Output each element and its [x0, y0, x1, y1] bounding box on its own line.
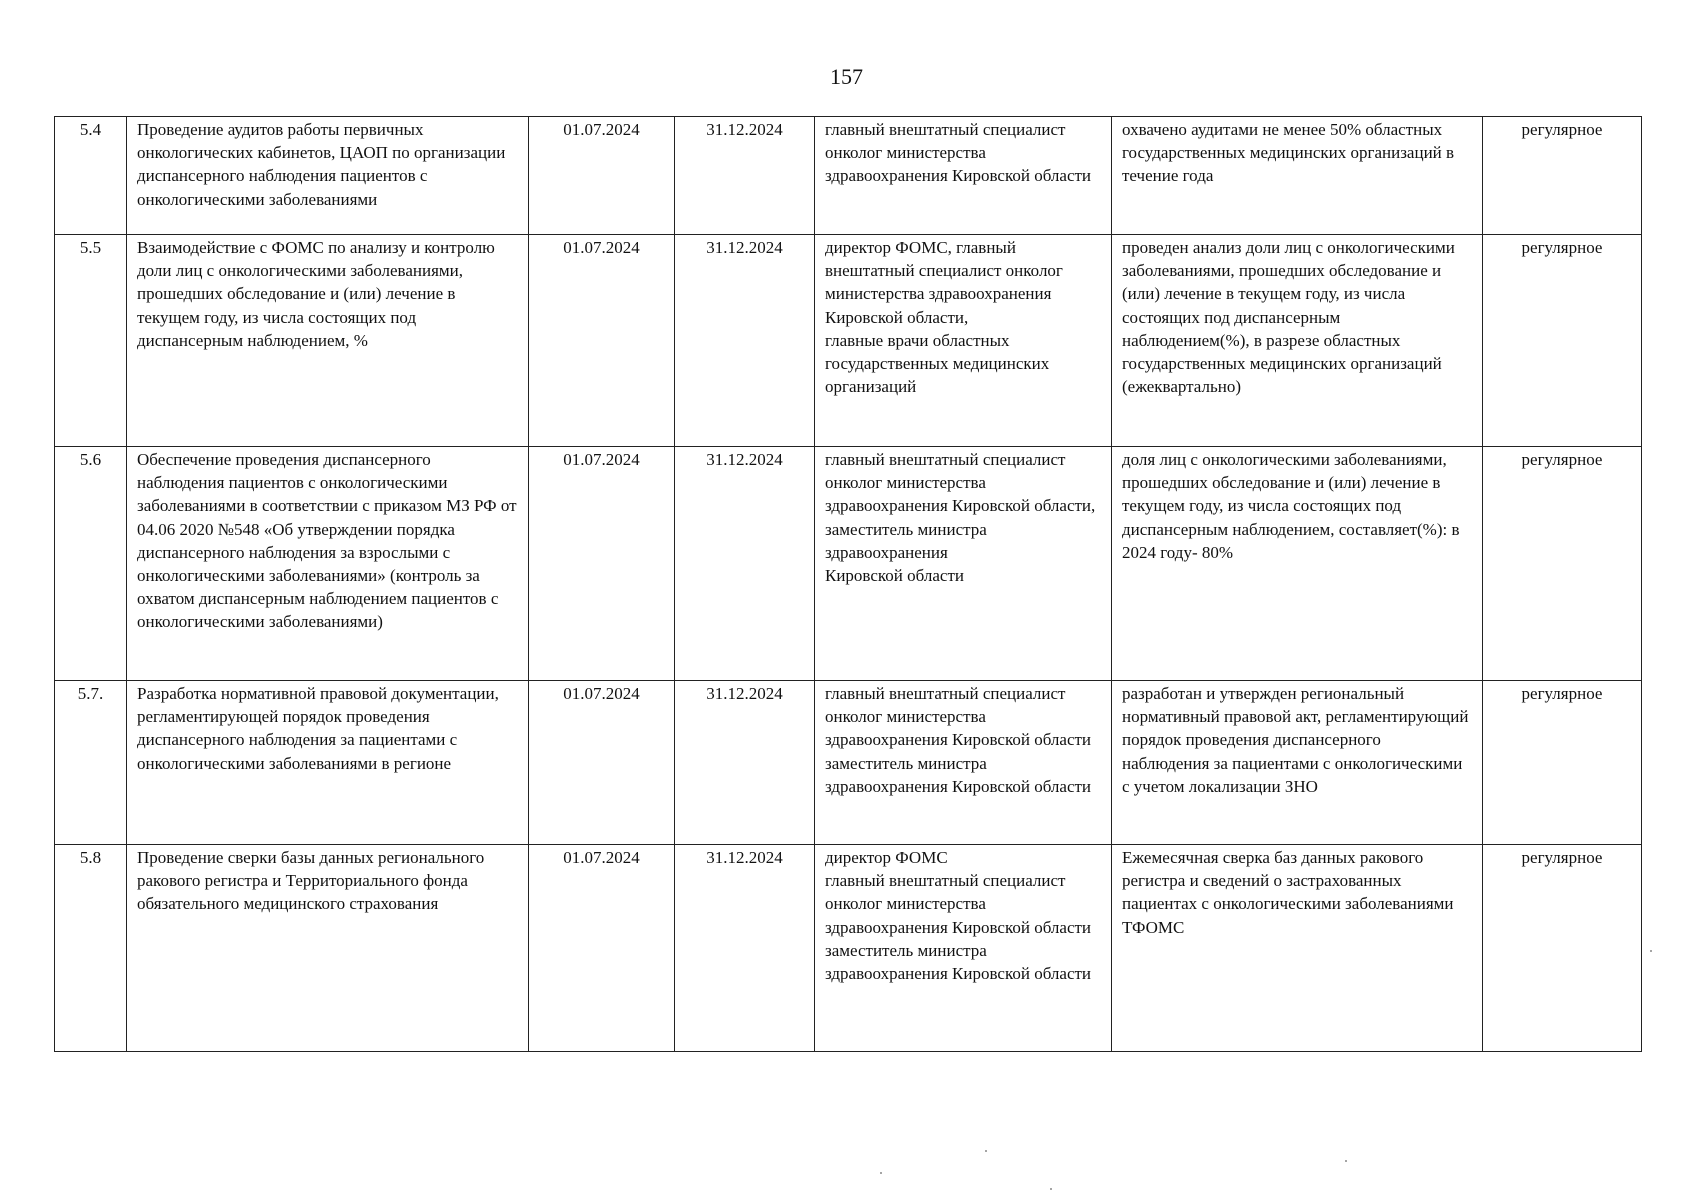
responsible-cell: главный внештатный специалист онколог министерства здравоохранения Кировской области [815, 117, 1112, 235]
scan-speck [1345, 1160, 1347, 1162]
activity-cell: Проведение аудитов работы первичных онкологических кабинетов, ЦАОП по организации диспансерного наблюдения пациентов с онкологическими заболеваниями [127, 117, 529, 235]
row-number: 5.7. [55, 681, 127, 845]
end-date-cell: 31.12.2024 [675, 845, 815, 1052]
start-date-cell: 01.07.2024 [529, 447, 675, 681]
page-number: 157 [830, 64, 863, 89]
responsible-cell: директор ФОМС, главный внештатный специалист онколог министерства здравоохранения Кировской области, главные врачи областных государственных медицинских организаций [815, 235, 1112, 447]
type-cell: регулярное [1483, 235, 1642, 447]
result-cell: Ежемесячная сверка баз данных ракового регистра и сведений о застрахованных пациентах с онкологическими заболеваниями ТФОМС [1112, 845, 1483, 1052]
result-cell: доля лиц с онкологическими заболеваниями, прошедших обследование и (или) лечение в текущем году, из числа состоящих под диспансерным наблюдением, составляет(%): в 2024 году- 80% [1112, 447, 1483, 681]
scan-speck [880, 1172, 882, 1174]
end-date-cell: 31.12.2024 [675, 681, 815, 845]
scan-speck [1050, 1188, 1052, 1190]
start-date-cell: 01.07.2024 [529, 235, 675, 447]
row-number: 5.6 [55, 447, 127, 681]
end-date-cell: 31.12.2024 [675, 235, 815, 447]
result-cell: разработан и утвержден региональный нормативный правовой акт, регламентирующий порядок проведения диспансерного наблюдения за пациентами с онкологическими с учетом локализации ЗНО [1112, 681, 1483, 845]
result-cell: проведен анализ доли лиц с онкологическими заболеваниями, прошедших обследование и (или) лечение в текущем году, из числа состоящих под диспансерным наблюдением(%), в разрезе областных государственных медицинских организаций (ежеквартально) [1112, 235, 1483, 447]
responsible-cell: директор ФОМС главный внештатный специалист онколог министерства здравоохранения Кировской области заместитель министра здравоохранения Кировской области [815, 845, 1112, 1052]
table-row [55, 681, 1642, 845]
table-row [55, 235, 1642, 447]
activity-table [54, 116, 1642, 1052]
row-number: 5.4 [55, 117, 127, 235]
type-cell: регулярное [1483, 117, 1642, 235]
end-date-cell: 31.12.2024 [675, 447, 815, 681]
type-cell: регулярное [1483, 845, 1642, 1052]
row-number: 5.8 [55, 845, 127, 1052]
responsible-cell: главный внештатный специалист онколог министерства здравоохранения Кировской области, заместитель министра здравоохранения Кировской области [815, 447, 1112, 681]
scan-speck [1650, 950, 1652, 952]
table-row [55, 447, 1642, 681]
scan-speck [985, 1150, 987, 1152]
activity-cell: Взаимодействие с ФОМС по анализу и контролю доли лиц с онкологическими заболеваниями, прошедших обследование и (или) лечение в текущем году, из числа состоящих под диспансерным наблюдением, % [127, 235, 529, 447]
type-cell: регулярное [1483, 447, 1642, 681]
responsible-cell: главный внештатный специалист онколог министерства здравоохранения Кировской области заместитель министра здравоохранения Кировской области [815, 681, 1112, 845]
type-cell: регулярное [1483, 681, 1642, 845]
activity-cell: Проведение сверки базы данных регионального ракового регистра и Территориального фонда обязательного медицинского страхования [127, 845, 529, 1052]
end-date-cell: 31.12.2024 [675, 117, 815, 235]
start-date-cell: 01.07.2024 [529, 117, 675, 235]
table-row [55, 117, 1642, 235]
start-date-cell: 01.07.2024 [529, 845, 675, 1052]
row-number: 5.5 [55, 235, 127, 447]
activity-cell: Разработка нормативной правовой документации, регламентирующей порядок проведения диспансерного наблюдения за пациентами с онкологическими заболеваниями в регионе [127, 681, 529, 845]
activity-cell: Обеспечение проведения диспансерного наблюдения пациентов с онкологическими заболеваниями в соответствии с приказом МЗ РФ от 04.06 2020 №548 «Об утверждении порядка диспансерного наблюдения за взрослыми с онкологическими заболеваниями» (контроль за охватом диспансерным наблюдением пациентов с онкологическими заболеваниями) [127, 447, 529, 681]
start-date-cell: 01.07.2024 [529, 681, 675, 845]
table-row [55, 845, 1642, 1052]
result-cell: охвачено аудитами не менее 50% областных государственных медицинских организаций в течение года [1112, 117, 1483, 235]
